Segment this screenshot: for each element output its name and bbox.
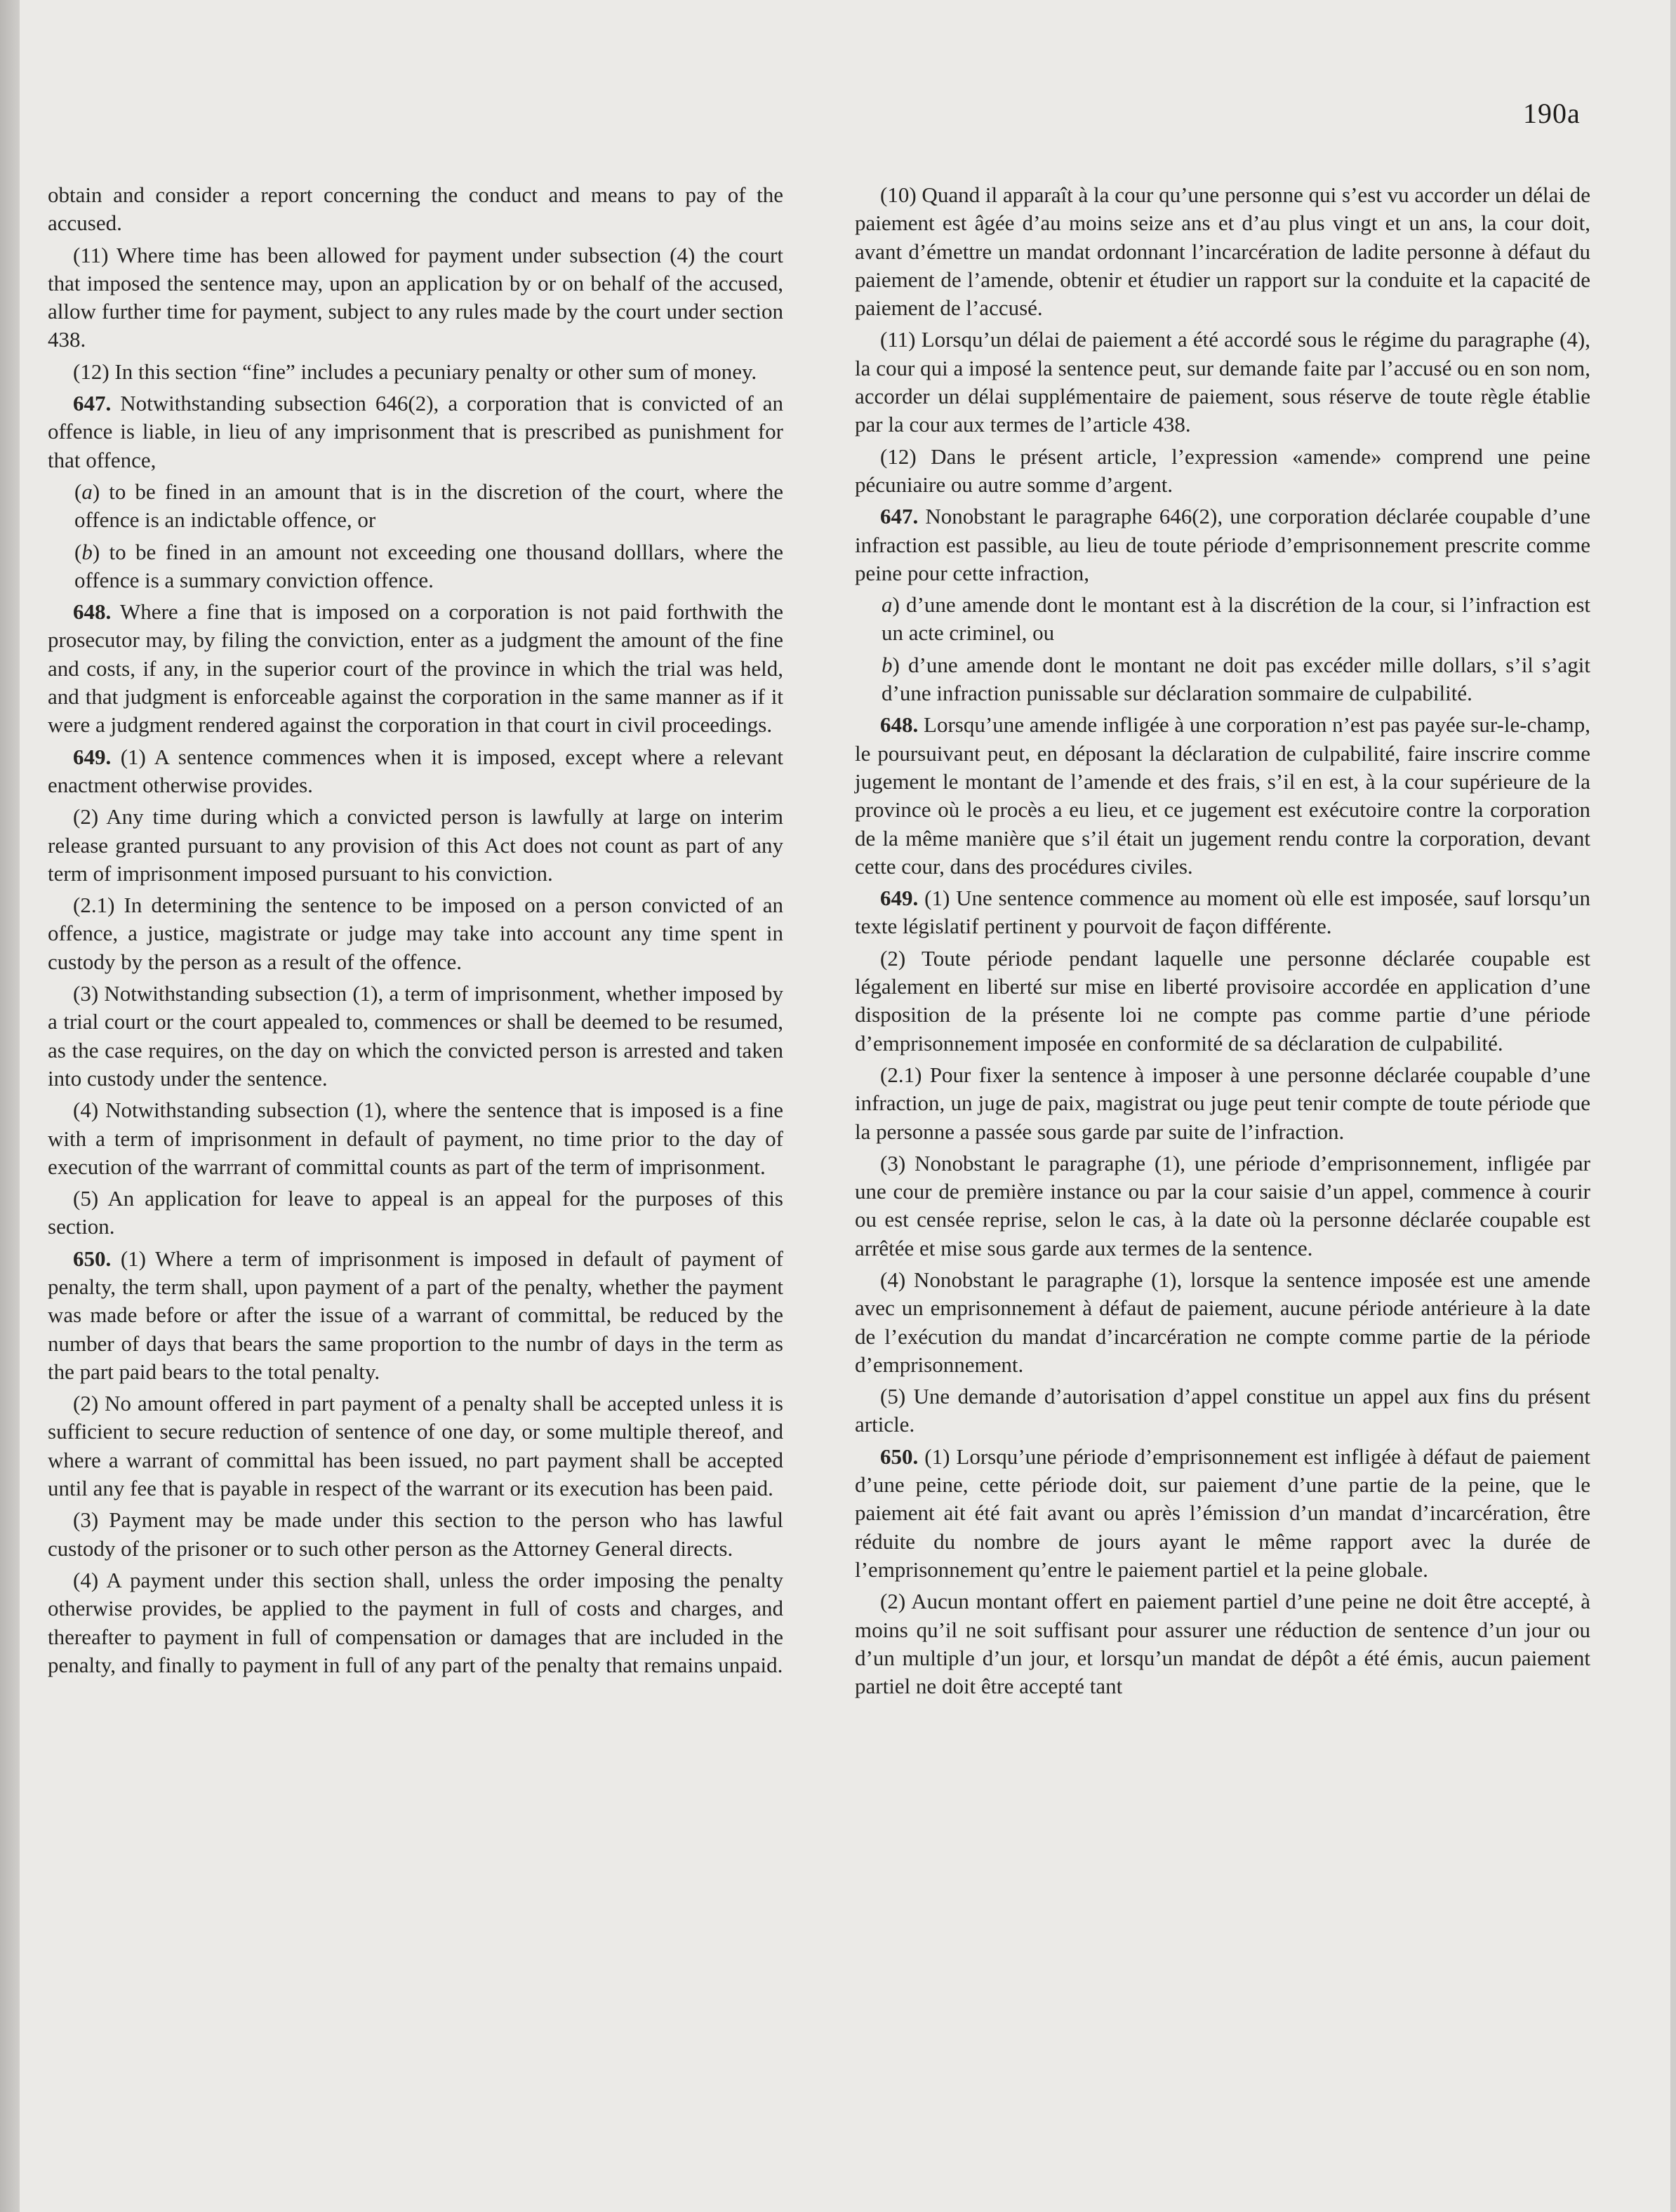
subsection-646-11: (11) Lorsqu’un délai de paiement a été accordé sous le régime du paragraphe (4), la cour qui a imposé la sentence peut, sur demande faite par l’accusé ou en son nom, accorder un délai supplémentaire de paiement, sous réserve de toute règle établie par la cour aux termes de l’article 438. [855,327,1590,437]
item-label: b [81,539,93,564]
subsection-649-4: (4) Nonobstant le paragraphe (1), lorsque la sentence imposée est une amende avec un emprisonnement à défaut de paiement, aucune période antérieure à la date de l’exécution du mandat d’incarcération ne compte comme partie de la période d’emprisonnement. [855,1267,1590,1377]
subsection-650-4: (4) A payment under this section shall, unless the order imposing the penalty otherwise provides, be applied to the payment in full of costs and charges, and thereafter to payment in full of compensation or damages that are included in the penalty, and finally to payment in full of any part of the penalty that remains unpaid. [48,1567,783,1677]
item-text: d’une amende dont le montant ne doit pas excéder mille dollars, s’il s’agit d’une infraction punissable sur déclaration sommaire de culpabilité. [882,652,1590,706]
subsection-649-5: (5) Une demande d’autorisation d’appel constitue un appel aux fins du présent article. [855,1384,1590,1437]
section-650-1 [855,1443,1590,1584]
item-label: b [882,652,893,677]
item-label: a [882,592,893,618]
page-number: 190a [1523,98,1581,129]
document-page [20,0,1670,2212]
section-text: Notwithstanding subsection 646(2), a corporation that is convicted of an offence is liable, in lieu of any imprisonment that is prescribed as punishment for that offence, [48,391,784,472]
section-text: (1) Lorsqu’une période d’emprisonnement est infligée à défaut de paiement d’une peine, cette période doit, sur paiement d’une partie de la peine, que le paiement ait été fait avant ou après l’émission d’un mandat d’incarcération, être réduite du nombre de jours ayant le même rapport avec la durée de l’emprisonnement qu’entre le paiement partiel et la peine globale. [855,1444,1591,1582]
paragraph-647-b: b) d’une amende dont le montant ne doit pas excéder mille dollars, s’il s’agit d’une infraction punissable sur déclaration sommaire de culpabilité. [882,652,1590,706]
section-number: 649. [73,744,112,769]
section-649-1 [855,884,1590,941]
paragraph-647-a: a) d’une amende dont le montant est à la discrétion de la cour, si l’infraction est un acte criminel, ou [882,592,1590,646]
section-647 [855,502,1590,587]
section-text: Nonobstant le paragraphe 646(2), une corporation déclarée coupable d’une infraction est passible, au lieu de toute période d’emprisonnement prescrite comme peine pour cette infraction, [855,504,1591,585]
section-text: (1) Where a term of imprisonment is imposed in default of payment of penalty, the term shall, upon payment of a part of the penalty, whether the payment was made before or after the issue of a warrant of committal, be reduced by the number of days that bears the same proportion to the numbr of days in the term as the part paid bears to the total penalty. [48,1246,783,1384]
subsection-649-4: (4) Notwithstanding subsection (1), where the sentence that is imposed is a fine with a term of imprisonment in default of payment, no time prior to the day of execution of the warrrant of committal counts as part of the term of imprisonment. [48,1098,783,1179]
section-text: Where a fine that is imposed on a corporation is not paid forthwith the prosecutor may, by filing the conviction, enter as a judgment the amount of the fine and costs, if any, in the superior court of the province in which the trial was held, and that judgment is enforceable against the corporation in the same manner as if it were a judgment rendered against the corporation in that court in civil proceedings. [48,599,783,738]
section-647 [48,389,783,474]
subsection-649-2-1: (2.1) In determining the sentence to be imposed on a person convicted of an offence, a justice, magistrate or judge may take into account any time spent in custody by the person as a result of the offence. [48,893,783,974]
section-number: 647. [880,504,919,529]
section-number: 650. [73,1246,112,1271]
item-text: to be fined in an amount that is in the discretion of the court, where the offence is an indictable offence, or [74,479,783,533]
section-number: 648. [73,599,112,625]
paragraph-647-b: (b) to be fined in an amount not exceeding one thousand dolllars, where the offence is a summary conviction offence. [74,539,783,592]
section-number: 648. [880,712,919,738]
item-label: a [81,479,93,504]
section-text: (1) A sentence commences when it is imposed, except where a relevant enactment otherwise provides. [48,744,783,797]
subsection-649-5: (5) An application for leave to appeal is an appeal for the purposes of this section. [48,1186,783,1239]
subsection-646-12: (12) In this section “fine” includes a pecuniary penalty or other sum of money. [73,359,757,384]
paragraph-647-a: (a) to be fined in an amount that is in the discretion of the court, where the offence is an indictable offence, or [74,479,783,533]
section-648 [48,598,783,739]
subsection-650-3: (3) Payment may be made under this section to the person who has lawful custody of the prisoner or to such other person as the Attorney General directs. [48,1507,783,1561]
scan-binding-edge [0,0,20,2212]
subsection-649-3: (3) Notwithstanding subsection (1), a term of imprisonment, whether imposed by a trial court or the court appealed to, commences or shall be deemed to be resumed, as the case requires, on the day on which the convicted person is arrested and taken into custody under the sentence. [48,981,783,1091]
section-649-1 [48,743,783,800]
french-column [855,181,1590,1704]
english-column [48,181,783,1683]
subsection-649-2: (2) Any time during which a convicted person is lawfully at large on interim release granted pursuant to any provision of this Act does not count as part of any term of imprisonment imposed pursuant to his conviction. [48,804,783,886]
subsection-650-2: (2) No amount offered in part payment of a penalty shall be accepted unless it is sufficient to secure reduction of sentence of one day, or some multiple thereof, and where a warrant of committal has been issued, no part payment shall be accepted until any fee that is payable in respect of the warrant or its execution has been paid. [48,1391,783,1501]
section-648 [855,711,1590,881]
subsection-646-12: (12) Dans le présent article, l’expression «amende» comprend une peine pécuniaire ou autre somme d’argent. [855,444,1590,497]
section-number: 650. [880,1444,919,1469]
subsection-649-3: (3) Nonobstant le paragraphe (1), une période d’emprisonnement, infligée par une cour de première instance ou par la cour saisie d’un appel, commence à courir ou est censée reprise, selon le cas, à la date où la personne déclarée coupable est arrêtée et mise sous garde aux termes de la sentence. [855,1150,1590,1260]
section-text: Lorsqu’une amende infligée à une corporation n’est pas payée sur-le-champ, le poursuivant peut, en déposant la déclaration de culpabilité, faire inscrire comme jugement le montant de l’amende et des frais, s’il en est, à la cour supérieure de la province où le procès a eu lieu, et ce jugement est exécutoire contre la corporation de la même manière que s’il était un jugement rendu contre la corporation, devant cette cour, dans des procédures civiles. [855,712,1591,879]
section-number: 647. [73,391,112,416]
subsection-650-2: (2) Aucun montant offert en paiement partiel d’une peine ne doit être accepté, à moins qu’il ne soit suffisant pour assurer une réduction de sentence d’un jour ou d’un multiple d’un jour, et lorsqu’un mandat de dépôt a été émis, aucun paiement partiel ne doit être accepté tant [855,1589,1590,1699]
item-text: to be fined in an amount not exceeding one thousand dolllars, where the offence is a summary conviction offence. [74,539,783,592]
continued-paragraph: obtain and consider a report concerning the conduct and means to pay of the accused. [48,182,783,236]
section-text: (1) Une sentence commence au moment où elle est imposée, sauf lorsqu’un texte législatif pertinent y pourvoit de façon différente. [855,886,1590,939]
subsection-646-11: (11) Where time has been allowed for payment under subsection (4) the court that imposed the sentence may, upon an application by or on behalf of the accused, allow further time for payment, subject to any rules made by the court under section 438. [48,242,783,352]
item-text: d’une amende dont le montant est à la discrétion de la cour, si l’infraction est un acte criminel, ou [882,592,1590,646]
section-number: 649. [880,886,919,911]
subsection-649-2-1: (2.1) Pour fixer la sentence à imposer à une personne déclarée coupable d’une infraction, un juge de paix, magistrat ou juge peut tenir compte de toute période que la personne a passée sous garde par suite de l’infraction. [855,1062,1590,1144]
subsection-646-10: (10) Quand il apparaît à la cour qu’une personne qui s’est vu accorder un délai de paiement est âgée d’au moins seize ans et d’au plus vingt et un ans, la cour doit, avant d’émettre un mandat ordonnant l’incarcération de ladite personne à défaut du paiement de l’amende, obtenir et étudier un rapport sur la conduite et la capacité de paiement de l’accusé. [855,182,1590,321]
subsection-649-2: (2) Toute période pendant laquelle une personne déclarée coupable est légalement en liberté sur mise en liberté provisoire accordée en application d’une disposition de la présente loi ne compte pas comme partie d’une période d’emprisonnement imposée en conformité de sa déclaration de culpabilité. [855,945,1590,1055]
section-650-1 [48,1245,783,1386]
